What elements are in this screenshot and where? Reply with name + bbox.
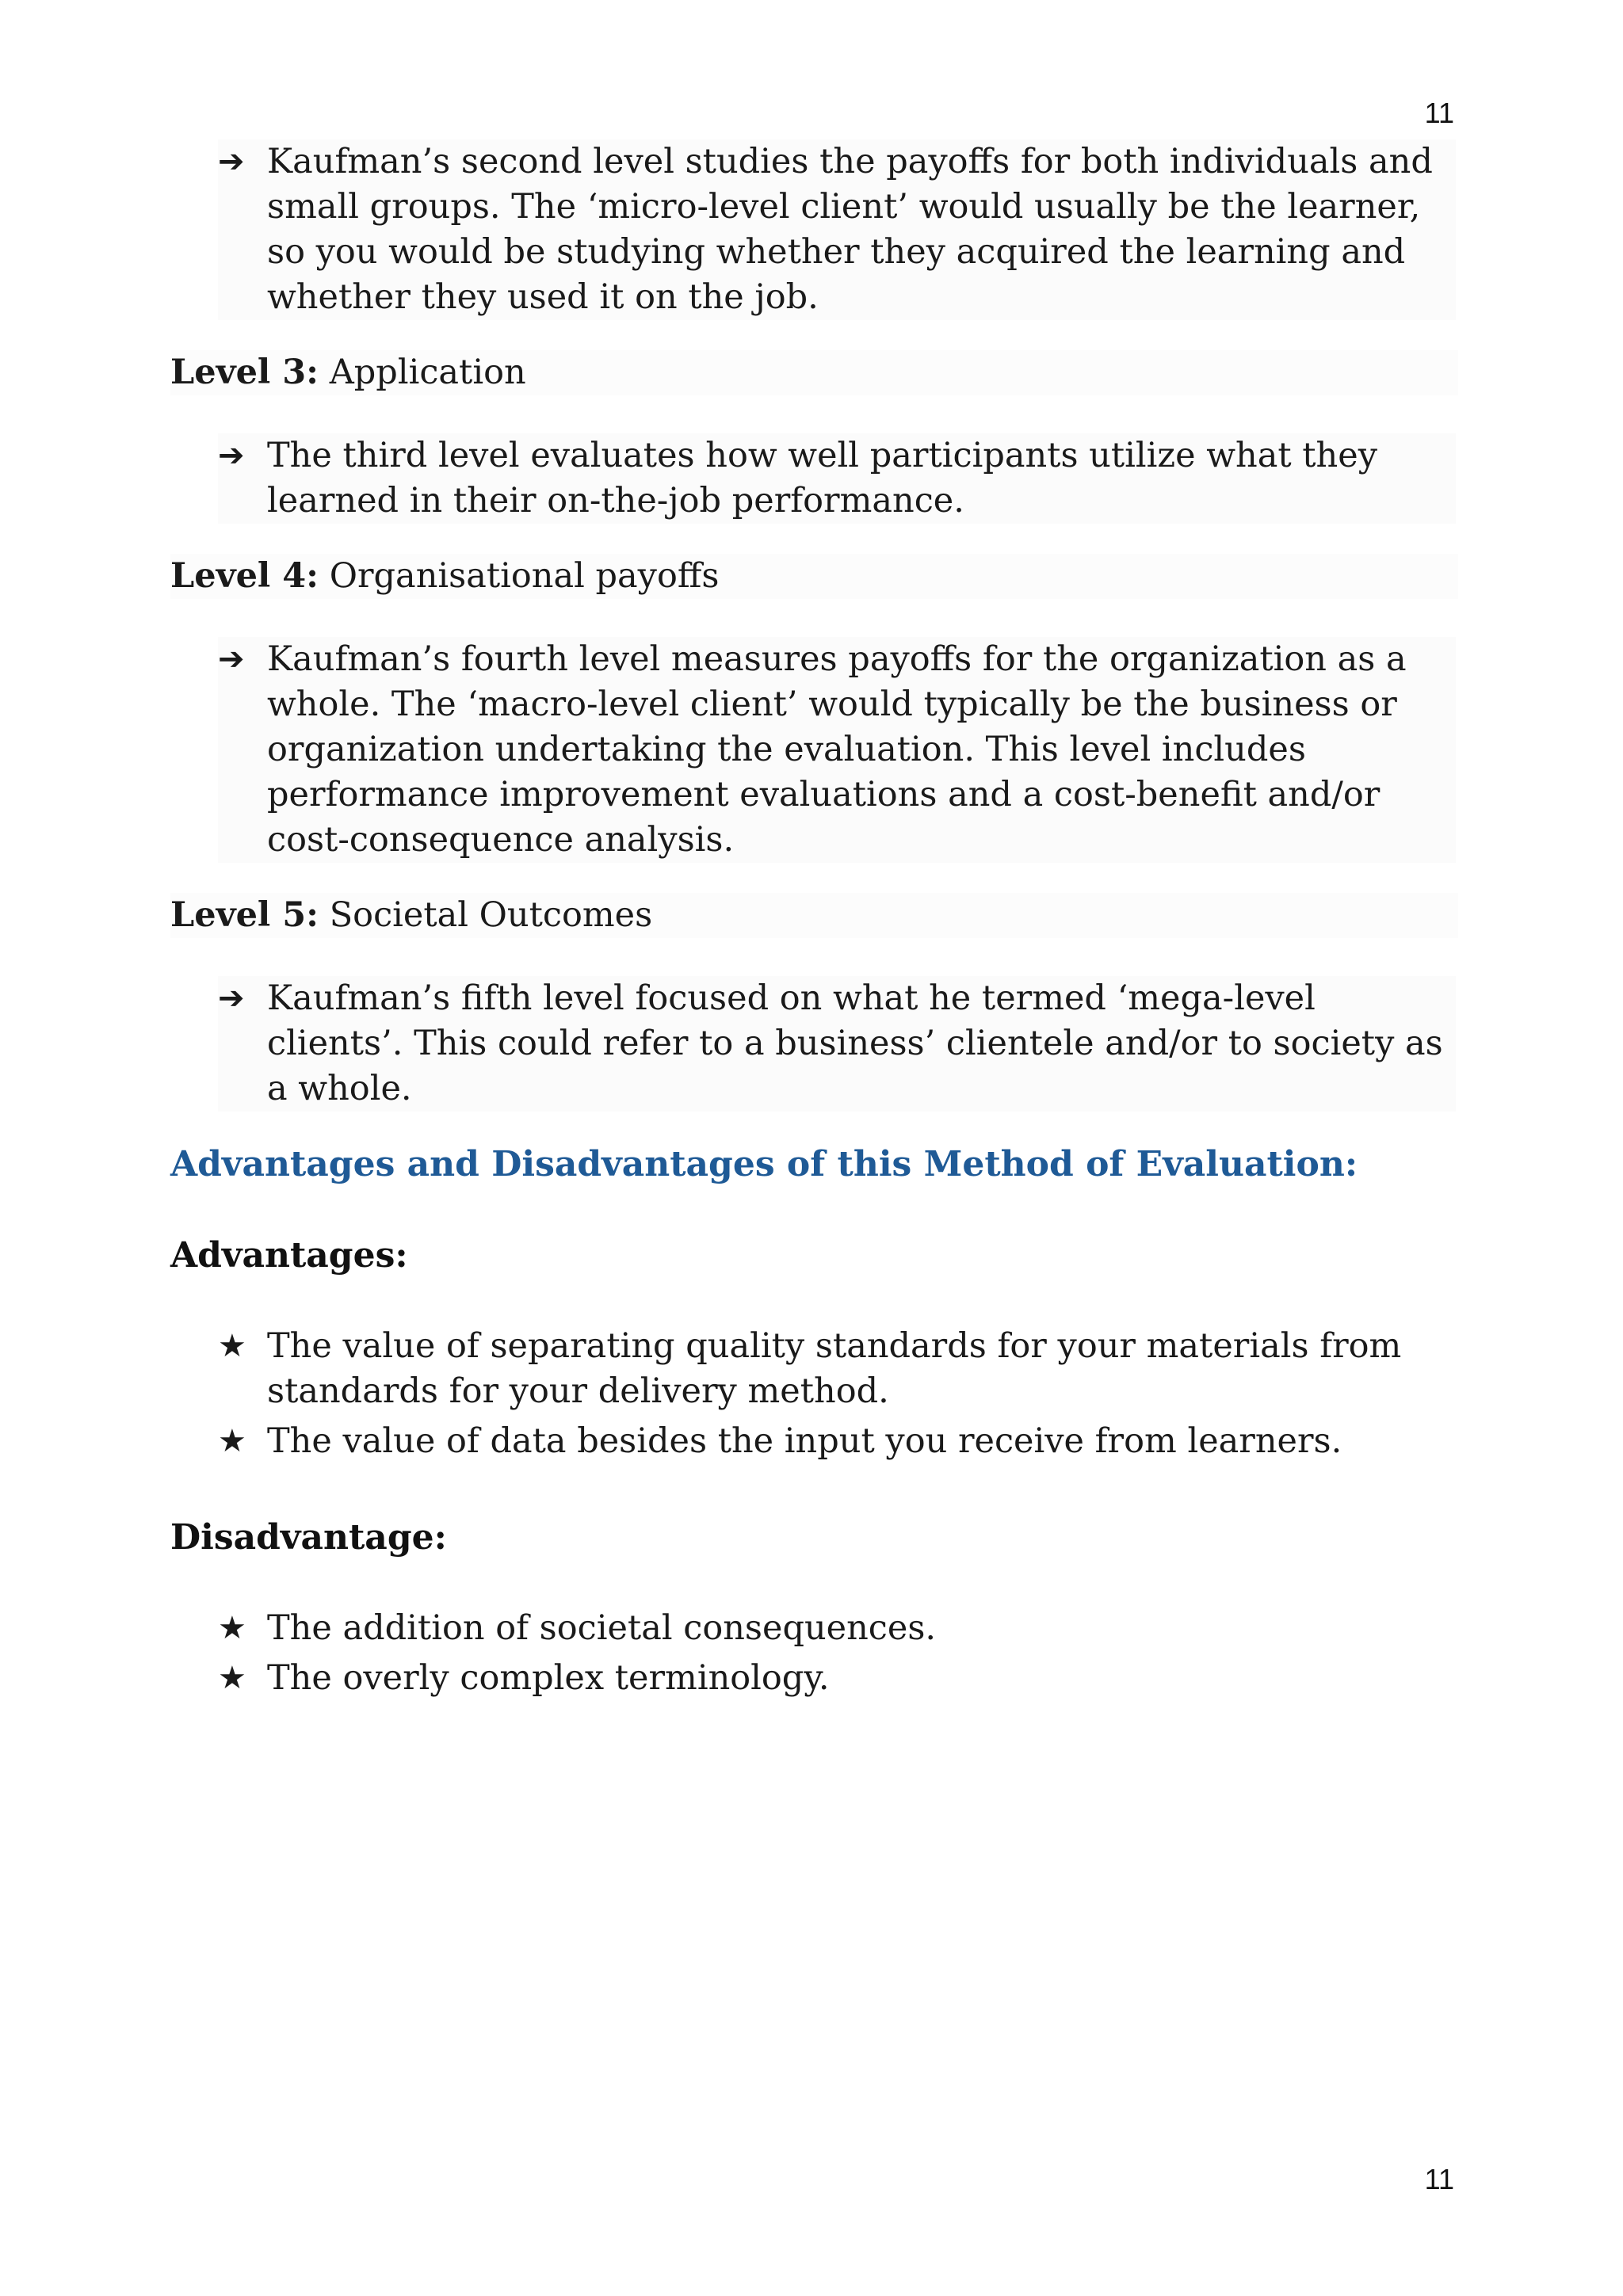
document-body — [170, 139, 1458, 1706]
page-number-top: 11 — [1424, 97, 1454, 129]
star-icon: ★ — [218, 1423, 246, 1459]
star-icon: ★ — [218, 1610, 246, 1646]
disadvantage-text: The overly complex terminology. — [267, 1658, 830, 1698]
page-number-bottom: 11 — [1424, 2163, 1454, 2195]
level-4-text: Kaufman’s fourth level measures payoffs for the organization as a whole. The ‘macro-level client’ would typically be the business or organization undertaking the evaluation. This level includes performance improvement evaluations and a cost-benefit and/or cost-consequence analysis. — [267, 639, 1407, 860]
disadvantages-list — [218, 1606, 1458, 1701]
level-4-label: Level 4: — [170, 556, 319, 596]
list-item — [218, 1606, 1458, 1651]
level-5-title: Societal Outcomes — [329, 895, 653, 935]
list-item — [218, 1656, 1458, 1701]
arrow-icon: ➔ — [218, 641, 245, 677]
arrow-icon: ➔ — [218, 437, 245, 474]
level-5-label: Level 5: — [170, 895, 319, 935]
level-2-text: Kaufman’s second level studies the payoffs for both individuals and small groups. The ‘micro-level client’ would usually be the learner, so you would be studying whether they acquired the learning and whether they used it on the job. — [267, 142, 1433, 317]
disadvantage-text: The addition of societal consequences. — [267, 1608, 937, 1648]
star-icon: ★ — [218, 1328, 246, 1364]
section-heading: Advantages and Disadvantages of this Method of Evaluation: — [170, 1144, 1358, 1184]
advantage-text: The value of data besides the input you receive from learners. — [267, 1421, 1342, 1461]
list-item — [218, 1324, 1458, 1414]
advantage-text: The value of separating quality standards for your materials from standards for your delivery method. — [267, 1326, 1402, 1411]
level-5-heading — [170, 893, 1458, 938]
level-5-text: Kaufman’s fifth level focused on what he termed ‘mega-level clients’. This could refer to a business’ clientele and/or to society as a whole. — [267, 978, 1443, 1108]
arrow-icon: ➔ — [218, 143, 245, 180]
level-2-bullet — [218, 139, 1456, 320]
level-3-text: The third level evaluates how well participants utilize what they learned in their on-the-job performance. — [267, 436, 1377, 521]
arrow-icon: ➔ — [218, 980, 245, 1016]
level-3-heading — [170, 350, 1458, 395]
list-item — [218, 1419, 1458, 1464]
level-4-title: Organisational payoffs — [329, 556, 720, 596]
level-3-title: Application — [329, 353, 526, 392]
level-3-label: Level 3: — [170, 353, 319, 392]
disadvantage-heading: Disadvantage: — [170, 1517, 447, 1558]
star-icon: ★ — [218, 1660, 246, 1696]
level-4-bullet — [218, 637, 1456, 863]
advantages-list — [218, 1324, 1458, 1464]
level-5-bullet — [218, 976, 1456, 1112]
level-3-bullet — [218, 433, 1456, 524]
level-4-heading — [170, 554, 1458, 599]
advantages-heading: Advantages: — [170, 1235, 408, 1276]
